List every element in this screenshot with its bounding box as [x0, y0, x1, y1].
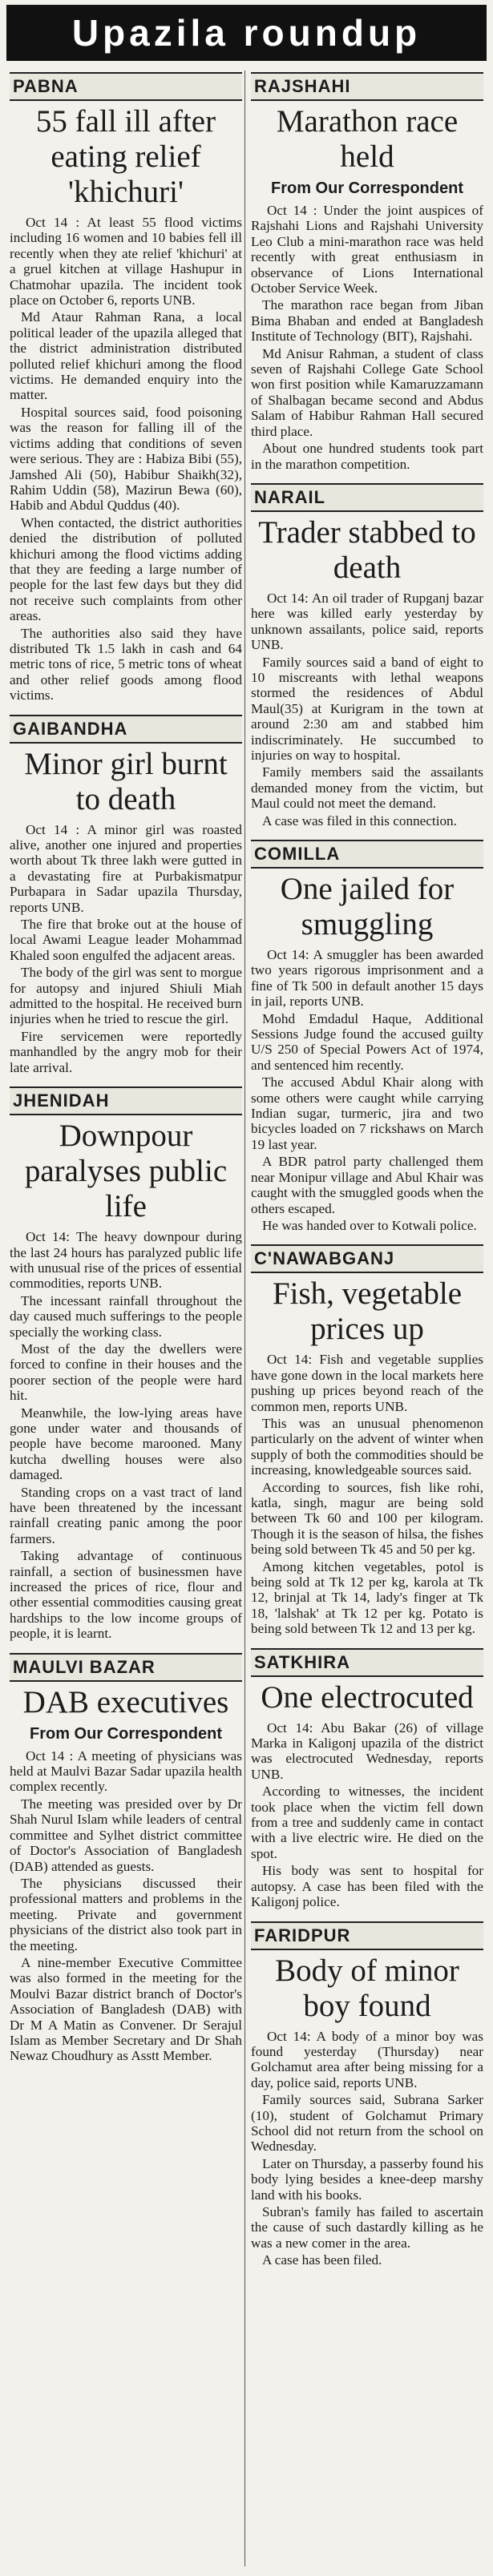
story-paragraph: According to witnesses, the incident took place when the victim fell down from a tree and suddenly came in contact with a live electric wire. He died on the spot.: [251, 1784, 483, 1861]
story-paragraph: This was an unusual phenomenon particularly on the advent of winter when supply of both the commodities should be increasing, knowledgeable sources said.: [251, 1415, 483, 1478]
story-paragraph: Subran's family has failed to ascertain the cause of such dastardly killing as he was a new comer in the area.: [251, 2203, 483, 2251]
story-body: [251, 1352, 483, 1636]
story-headline: One jailed for smuggling: [280, 872, 455, 941]
story-dateline: PABNA: [10, 72, 242, 101]
story-paragraph: Oct 14: A body of a minor boy was found yesterday (Thursday) near Golchamut area after being missing for a day, police said, reports UNB.: [251, 2028, 483, 2090]
left-column: [10, 71, 242, 2570]
news-story: [251, 483, 483, 828]
story-body: [251, 2029, 483, 2268]
news-story: [10, 715, 242, 1076]
story-headline: Trader stabbed to death: [258, 514, 476, 585]
right-column: [251, 71, 483, 2570]
story-paragraph: A case has been filed.: [262, 2252, 382, 2268]
story-paragraph: Oct 14: An oil trader of Rupganj bazar here was killed early yesterday by unknown assailants, police said, reports UNB.: [251, 590, 483, 653]
story-dateline: NARAIL: [251, 483, 483, 512]
story-paragraph: A BDR patrol party challenged them near Monipur village and Abul Khair was caught with the smuggled goods when the others escaped.: [251, 1154, 483, 1216]
story-paragraph: Family sources said, Subrana Sarker (10), student of Golchamut Primary School did not return from the school on Wednesday.: [251, 2092, 483, 2155]
story-paragraph: Meanwhile, the low-lying areas have gone under water and thousands of people have become marooned. Many kutcha dwelling houses were also damaged.: [10, 1405, 242, 1483]
story-paragraph: Oct 14 : Under the joint auspices of Rajshahi Lions and Rajshahi University Leo Club a mini-marathon race was held recently with great enthusiasm in observance of Lions International October Service Week.: [251, 203, 483, 296]
story-paragraph: Family sources said a band of eight to 10 miscreants with lethal weapons stormed the residences of Abdul Maul(35) at Kurigram in the town at around 2:30 am and stabbed him indiscriminately. He succumbed to injuries on way to hospital.: [251, 654, 483, 763]
story-paragraph: Among kitchen vegetables, potol is being sold at Tk 12 per kg, karola at Tk 12, brinjal at Tk 14, lady's finger at Tk 18, 'lalshak' at Tk 12 per kg. Potato is being sold between Tk 12 and 13 per kg.: [251, 1558, 483, 1637]
story-paragraph: The fire that broke out at the house of local Awami League leader Mohammad Khaled soon engulfed the adjacent areas.: [10, 917, 242, 963]
story-headline: Downpour paralyses public life: [24, 1119, 228, 1224]
story-dateline: JHENIDAH: [10, 1086, 242, 1115]
story-body: [10, 215, 242, 703]
story-paragraph: His body was sent to hospital for autopsy. A case has been filed with the Kaligonj police.: [251, 1863, 483, 1910]
story-dateline: GAIBANDHA: [10, 715, 242, 744]
story-paragraph: Oct 14: A smuggler has been awarded two years rigorous imprisonment and a fine of Tk 500 in default another 15 days in jail, reports UNB.: [251, 947, 483, 1010]
story-headline: Marathon race held: [276, 104, 459, 174]
story-byline: From Our Correspondent: [29, 1724, 222, 1743]
story-dateline: MAULVI BAZAR: [10, 1653, 242, 1682]
story-body: [10, 822, 242, 1076]
story-paragraph: Oct 14: Abu Bakar (26) of village Marka in Kaligonj upazila of the district was electrocuted Wednesday, reports UNB.: [251, 1719, 483, 1782]
story-body: [251, 947, 483, 1233]
story-dateline: C'NAWABGANJ: [251, 1244, 483, 1273]
story-body: [251, 591, 483, 828]
story-paragraph: Oct 14: The heavy downpour during the last 24 hours has paralyzed public life with unusual rise of the prices of essential commodities, reports UNB.: [10, 1229, 242, 1292]
story-paragraph: Oct 14 : A meeting of physicians was held at Maulvi Bazar Sadar upazila health complex recently.: [10, 1748, 242, 1795]
news-story: [10, 1653, 242, 2064]
story-paragraph: A nine-member Executive Committee was also formed in the meeting for the Moulvi Bazar district branch of Doctor's Association of Bangladesh (DAB) with Dr M A Matin as Convener. Dr Serajul Islam as Member Secretary and Dr Shah Newaz Choudhury as Asstt Member.: [10, 1954, 242, 2064]
story-paragraph: The body of the girl was sent to morgue for autopsy and injured Shiuli Miah admitted to the hospital. He received burn injuries when he tried to rescue the girl.: [10, 965, 242, 1027]
story-headline: Minor girl burnt to death: [24, 746, 228, 816]
story-body: [10, 1748, 242, 2064]
story-paragraph: Oct 14: Fish and vegetable supplies have gone down in the local markets here pushing up prices beyond reach of the common men, reports UNB.: [251, 1352, 483, 1414]
story-paragraph: A case was filed in this connection.: [262, 812, 457, 828]
story-paragraph: The authorities also said they have distributed Tk 1.5 lakh in cash and 64 metric tons of rice, 5 metric tons of wheat and other relief goods among flood victims.: [10, 625, 242, 703]
story-headline: DAB executives: [22, 1684, 229, 1719]
story-dateline: FARIDPUR: [251, 1921, 483, 1950]
column-divider: [244, 71, 245, 2566]
story-paragraph: Oct 14 : At least 55 flood victims including 16 women and 10 babies fell ill recently when they ate relief 'khichuri' at a gruel kitchen at village Hashupur in Chatmohar upazila. The incident took place on October 6, reports UNB.: [10, 215, 242, 308]
story-headline: One electrocuted: [261, 1679, 474, 1715]
story-dateline: SATKHIRA: [251, 1648, 483, 1677]
story-dateline: COMILLA: [251, 840, 483, 869]
story-headline: Body of minor boy found: [275, 1953, 459, 2023]
news-story: [251, 1648, 483, 1910]
story-paragraph: When contacted, the district authorities denied the distribution of polluted khichuri among the flood victims adding that they are feeding a large number of people for the last few days but they did not receive such complaints from other areas.: [10, 514, 242, 624]
news-story: [251, 1244, 483, 1636]
story-paragraph: Md Anisur Rahman, a student of class seven of Rajshahi College Gate School won first position while Kamaruzzamann of Shalbagan became second and Abdus Salam of Habibur Rahman Hall secured third place.: [251, 345, 483, 439]
story-paragraph: Most of the day the dwellers were forced to confine in their houses and the poorer section of the people were hard hit.: [10, 1340, 242, 1404]
news-story: [10, 72, 242, 703]
masthead: Upazila roundup: [6, 5, 487, 61]
story-dateline: RAJSHAHI: [251, 72, 483, 101]
story-paragraph: Oct 14 : A minor girl was roasted alive, another one injured and properties worth about Tk three lakh were gutted in a devastating fire at Purbakismatpur Purbapara in Sadar upazila Thursday, reports UNB.: [10, 821, 242, 915]
news-story: [251, 1921, 483, 2268]
story-paragraph: Md Ataur Rahman Rana, a local political leader of the upazila alleged that the district administration distributed polluted relief khichuri among the flood victims. He demanded enquiry into the matter.: [10, 309, 242, 403]
story-paragraph: Fire servicemen were reportedly manhandled by the angry mob for their late arrival.: [10, 1028, 242, 1075]
story-paragraph: Taking advantage of continuous rainfall, a section of businessmen have increased the prices of rice, flour and other essential commodities causing great hardships to the low income groups of people, it is learnt.: [10, 1548, 242, 1642]
story-headline: 55 fall ill after eating relief 'khichuri': [35, 104, 216, 209]
news-story: [251, 72, 483, 472]
story-paragraph: Mohd Emdadul Haque, Additional Sessions Judge found the accused guilty U/S 250 of Special Powers Act of 1974, and sentenced him recently.: [251, 1010, 483, 1073]
story-paragraph: The marathon race began from Jiban Bima Bhaban and ended at Bangladesh Institute of Technology (BIT), Rajshahi.: [251, 297, 483, 345]
story-paragraph: Family members said the assailants demanded money from the victim, but Maul could not meet the demand.: [251, 764, 483, 812]
story-paragraph: The accused Abdul Khair along with some others were caught while carrying Indian sugar, turmeric, jira and two bicycles loaded on 7 rickshaws on March 19 last year.: [251, 1074, 483, 1152]
story-paragraph: The meeting was presided over by Dr Shah Nurul Islam while leaders of central committee and Sylhet district committee of Doctor's Association of Bangladesh (DAB) attended as guests.: [10, 1796, 242, 1874]
story-paragraph: Standing crops on a vast tract of land have been threatened by the incessant rainfall creating panic among the poor farmers.: [10, 1484, 242, 1546]
story-paragraph: He was handed over to Kotwali police.: [262, 1217, 477, 1233]
story-body: [10, 1229, 242, 1642]
news-story: [10, 1086, 242, 1642]
story-paragraph: Hospital sources said, food poisoning was the reason for falling ill of the victims adding that conditions of seven were serious. They are : Habiza Bibi (55), Jamshed Ali (50), Habibur Shaikh(32), Rahim Uddin (58), Mazirun Bewa (60), Habib and Abdul Quddus (40).: [10, 404, 242, 514]
story-paragraph: The physicians discussed their professional matters and problems in the meeting. Private and government physicians of the district also took part in the meeting.: [10, 1875, 242, 1953]
story-body: [251, 203, 483, 472]
story-paragraph: About one hundred students took part in the marathon competition.: [251, 441, 483, 472]
story-byline: From Our Correspondent: [270, 179, 463, 197]
news-story: [251, 840, 483, 1233]
story-paragraph: The incessant rainfall throughout the day caused much sufferings to the people specially the working class.: [10, 1292, 242, 1340]
story-headline: Fish, vegetable prices up: [272, 1276, 463, 1347]
story-body: [251, 1720, 483, 1910]
story-paragraph: According to sources, fish like rohi, katla, singh, magur are being sold between Tk 60 and 100 per kilogram. Though it is the season of hilsa, the fishes being sold between Tk 45 and 50 per kg.: [251, 1479, 483, 1558]
story-paragraph: Later on Thursday, a passerby found his body lying besides a knee-deep marshy land with his books.: [251, 2155, 483, 2203]
